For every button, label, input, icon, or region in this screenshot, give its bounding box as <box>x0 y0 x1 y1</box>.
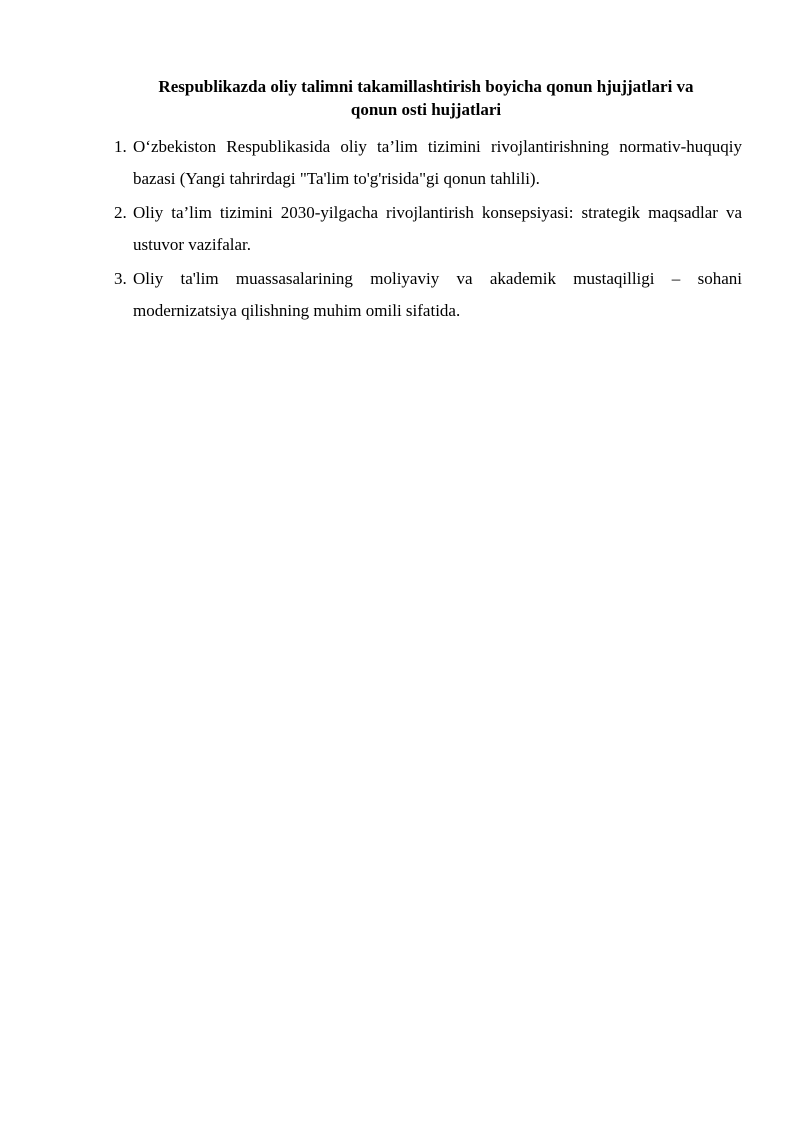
topics-list <box>114 131 742 329</box>
list-item-text: Oliy ta'lim muassasalarining moliyaviy va akademik mustaqilligi – sohani modernizatsiya qilishning muhim omili sifatida. <box>133 269 742 320</box>
list-item-number: 1. <box>114 137 127 156</box>
list-item-number: 2. <box>114 203 127 222</box>
list-item-number: 3. <box>114 269 127 288</box>
list-item-text: O‘zbekiston Respublikasida oliy ta’lim tizimini rivojlantirishning normativ-huquqiy bazasi (Yangi tahrirdagi "Ta'lim to'g'risida"gi qonun tahlili). <box>133 137 742 188</box>
list-item-text: Oliy ta’lim tizimini 2030-yilgacha rivojlantirish konsepsiyasi: strategik maqsadlar va ustuvor vazifalar. <box>133 203 742 254</box>
list-item <box>114 263 742 327</box>
document-title-line-2: qonun osti hujjatlari <box>350 100 502 119</box>
list-item <box>114 131 742 195</box>
document-title <box>110 75 742 121</box>
document-title-line-1: Respublikazda oliy talimni takamillashtirish boyicha qonun hjujjatlari va <box>158 77 694 96</box>
list-item <box>114 197 742 261</box>
